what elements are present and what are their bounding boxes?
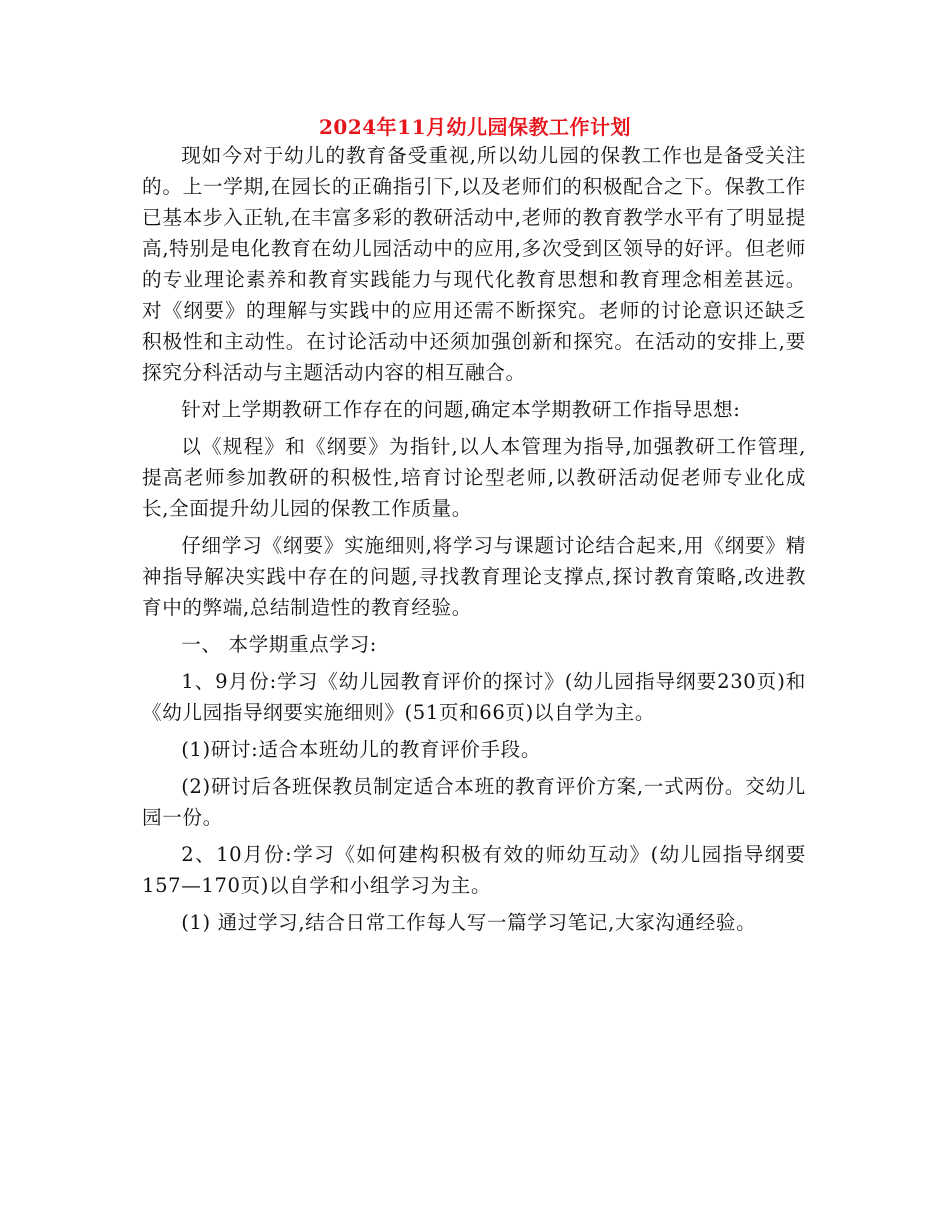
list-subitem-october-1: (1) 通过学习,结合日常工作每人写一篇学习笔记,大家沟通经验。 — [181, 911, 757, 934]
paragraph-guiding-thought: 针对上学期教研工作存在的问题,确定本学期教研工作指导思想: — [181, 398, 741, 421]
paragraph-intro: 现如今对于幼儿的教育备受重视,所以幼儿园的保教工作也是备受关注的。上一学期,在园长的正确指引下,以及老师们的积极配合之下。保教工作已基本步入正轨,在丰富多彩的教研活动中,老师的教育教学水平有了明显提高,特别是电化教育在幼儿园活动中的应用,多次受到区领导的好评。但老师的专业理论素养和教育实践能力与现代化教育思想和教育理念相差甚远。对《纲要》的理解与实践中的应用还需不断探究。老师的讨论意识还缺乏积极性和主动性。在讨论活动中还须加强创新和探究。在活动的安排上,要探究分科活动与主题活动内容的相互融合。 — [142, 144, 806, 384]
paragraph-guideline: 以《规程》和《纲要》为指针,以人本管理为指导,加强教研工作管理,提高老师参加教研的积极性,培育讨论型老师,以教研活动促老师专业化成长,全面提升幼儿园的保教工作质量。 — [142, 435, 806, 520]
section-heading-key-study: 一、 本学期重点学习: — [181, 633, 377, 656]
list-subitem-september-1: (1)研讨:适合本班幼儿的教育评价手段。 — [181, 738, 542, 761]
paragraph-study-outline: 仔细学习《纲要》实施细则,将学习与课题讨论结合起来,用《纲要》精神指导解决实践中存在的问题,寻找教育理论支撑点,探讨教育策略,改进教育中的弊端,总结制造性的教育经验。 — [142, 534, 806, 619]
document-title: 2024年11月幼儿园保教工作计划 — [319, 115, 631, 139]
list-item-september: 1、9月份:学习《幼儿园教育评价的探讨》(幼儿园指导纲要230页)和《幼儿园指导纲要实施细则》(51页和66页)以自学为主。 — [142, 670, 806, 724]
document-body — [142, 140, 806, 938]
list-subitem-september-2: (2)研讨后各班保教员制定适合本班的教育评价方案,一式两份。交幼儿园一份。 — [142, 775, 806, 829]
list-item-october: 2、10月份:学习《如何建构积极有效的师幼互动》(幼儿园指导纲要157—170页)以自学和小组学习为主。 — [142, 843, 806, 897]
